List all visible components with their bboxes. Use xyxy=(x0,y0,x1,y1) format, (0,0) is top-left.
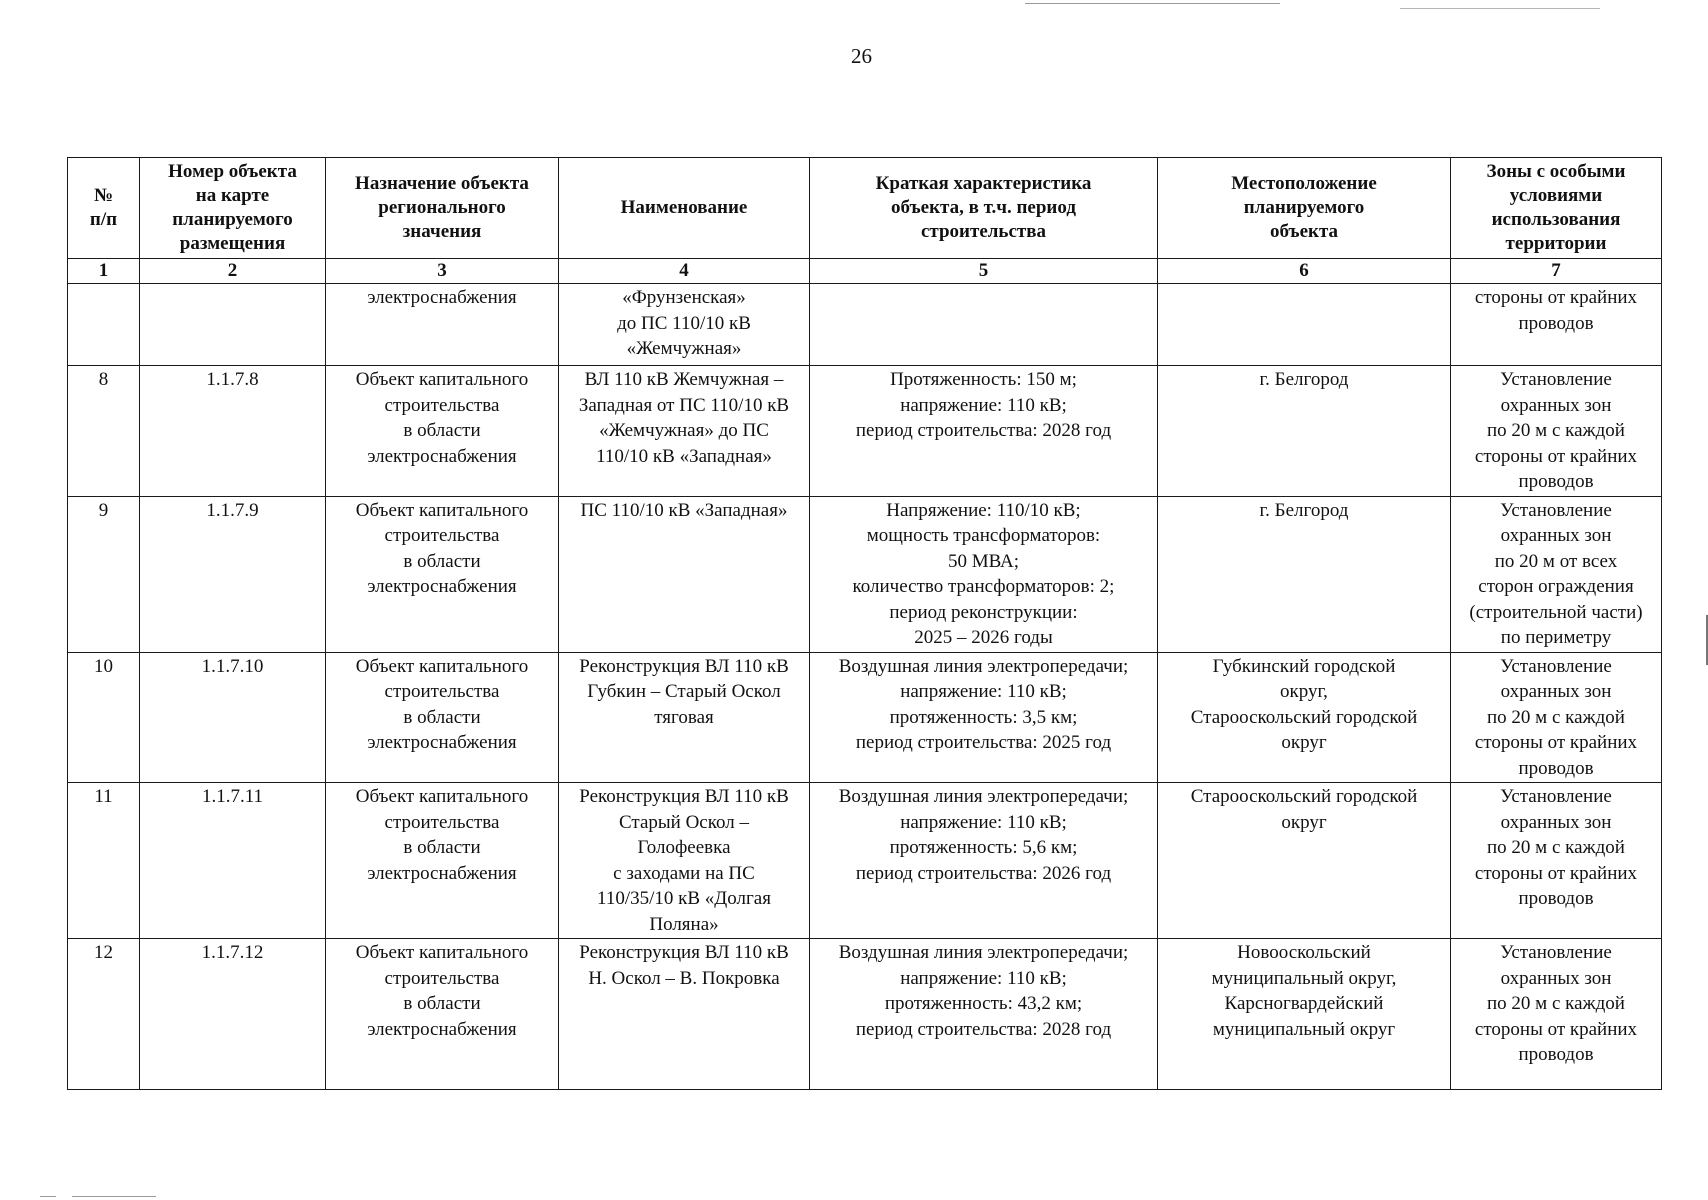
name-cell: ПС 110/10 кВ «Западная» xyxy=(559,496,810,652)
table-row xyxy=(68,783,1662,939)
column-header: Зоны с особыми условиями использования территории xyxy=(1451,158,1662,259)
characteristics-cell: Воздушная линия электропередачи; напряжение: 110 кВ; протяженность: 3,5 км; период строительства: 2025 год xyxy=(810,652,1158,783)
name-cell: Реконструкция ВЛ 110 кВ Старый Оскол – Голофеевка с заходами на ПС 110/35/10 кВ «Долгая Поляна» xyxy=(559,783,810,939)
column-header: Краткая характеристика объекта, в т.ч. период строительства xyxy=(810,158,1158,259)
location-cell: Губкинский городской округ, Старооскольский городской округ xyxy=(1158,652,1451,783)
purpose-cell: Объект капитального строительства в области электроснабжения xyxy=(326,366,559,497)
special-zones-cell: Установление охранных зон по 20 м с каждой стороны от крайних проводов xyxy=(1451,939,1662,1090)
special-zones-cell: Установление охранных зон по 20 м с каждой стороны от крайних проводов xyxy=(1451,652,1662,783)
characteristics-cell: Напряжение: 110/10 кВ; мощность трансформаторов: 50 МВА; количество трансформаторов: 2; период реконструкции: 2025 – 2026 годы xyxy=(810,496,1158,652)
location-cell: Новооскольский муниципальный округ, Карсногвардейский муниципальный округ xyxy=(1158,939,1451,1090)
purpose-cell: Объект капитального строительства в области электроснабжения xyxy=(326,783,559,939)
column-header: № п/п xyxy=(68,158,140,259)
table-row xyxy=(68,284,1662,366)
location-cell: г. Белгород xyxy=(1158,496,1451,652)
column-number: 7 xyxy=(1451,259,1662,284)
location-cell: Старооскольский городской округ xyxy=(1158,783,1451,939)
objects-table xyxy=(67,157,1662,1090)
purpose-cell: электроснабжения xyxy=(326,284,559,366)
characteristics-cell: Воздушная линия электропередачи; напряжение: 110 кВ; протяженность: 5,6 км; период строительства: 2026 год xyxy=(810,783,1158,939)
map-object-number-cell: 1.1.7.9 xyxy=(140,496,326,652)
row-number-cell xyxy=(68,284,140,366)
column-number: 1 xyxy=(68,259,140,284)
map-object-number-cell: 1.1.7.10 xyxy=(140,652,326,783)
location-cell: г. Белгород xyxy=(1158,366,1451,497)
map-object-number-cell: 1.1.7.12 xyxy=(140,939,326,1090)
row-number-cell: 8 xyxy=(68,366,140,497)
row-number-cell: 9 xyxy=(68,496,140,652)
name-cell: Реконструкция ВЛ 110 кВ Губкин – Старый Оскол тяговая xyxy=(559,652,810,783)
scan-artifact-line xyxy=(1025,3,1280,4)
map-object-number-cell xyxy=(140,284,326,366)
table-row xyxy=(68,652,1662,783)
special-zones-cell: стороны от крайних проводов xyxy=(1451,284,1662,366)
column-header: Номер объекта на карте планируемого размещения xyxy=(140,158,326,259)
purpose-cell: Объект капитального строительства в области электроснабжения xyxy=(326,652,559,783)
map-object-number-cell: 1.1.7.8 xyxy=(140,366,326,497)
location-cell xyxy=(1158,284,1451,366)
characteristics-cell xyxy=(810,284,1158,366)
special-zones-cell: Установление охранных зон по 20 м с каждой стороны от крайних проводов xyxy=(1451,783,1662,939)
map-object-number-cell: 1.1.7.11 xyxy=(140,783,326,939)
column-header: Назначение объекта регионального значения xyxy=(326,158,559,259)
purpose-cell: Объект капитального строительства в области электроснабжения xyxy=(326,496,559,652)
column-number: 5 xyxy=(810,259,1158,284)
name-cell: ВЛ 110 кВ Жемчужная – Западная от ПС 110/10 кВ «Жемчужная» до ПС 110/10 кВ «Западная» xyxy=(559,366,810,497)
characteristics-cell: Воздушная линия электропередачи; напряжение: 110 кВ; протяженность: 43,2 км; период строительства: 2028 год xyxy=(810,939,1158,1090)
purpose-cell: Объект капитального строительства в области электроснабжения xyxy=(326,939,559,1090)
name-cell: Реконструкция ВЛ 110 кВ Н. Оскол – В. Покровка xyxy=(559,939,810,1090)
characteristics-cell: Протяженность: 150 м; напряжение: 110 кВ; период строительства: 2028 год xyxy=(810,366,1158,497)
column-number: 3 xyxy=(326,259,559,284)
column-header: Наименование xyxy=(559,158,810,259)
scan-artifact-line xyxy=(72,1196,156,1197)
table-row xyxy=(68,496,1662,652)
special-zones-cell: Установление охранных зон по 20 м от всех сторон ограждения (строительной части) по периметру xyxy=(1451,496,1662,652)
column-header: Местоположение планируемого объекта xyxy=(1158,158,1451,259)
scan-artifact-line xyxy=(40,1196,56,1197)
column-number: 2 xyxy=(140,259,326,284)
row-number-cell: 11 xyxy=(68,783,140,939)
name-cell: «Фрунзенская» до ПС 110/10 кВ «Жемчужная» xyxy=(559,284,810,366)
row-number-cell: 12 xyxy=(68,939,140,1090)
column-number-row xyxy=(68,259,1662,284)
table-header-row xyxy=(68,158,1662,259)
scan-artifact-line xyxy=(1400,8,1600,9)
row-number-cell: 10 xyxy=(68,652,140,783)
table-row xyxy=(68,939,1662,1090)
page-number: 26 xyxy=(851,44,872,68)
column-number: 6 xyxy=(1158,259,1451,284)
special-zones-cell: Установление охранных зон по 20 м с каждой стороны от крайних проводов xyxy=(1451,366,1662,497)
column-number: 4 xyxy=(559,259,810,284)
table-row xyxy=(68,366,1662,497)
